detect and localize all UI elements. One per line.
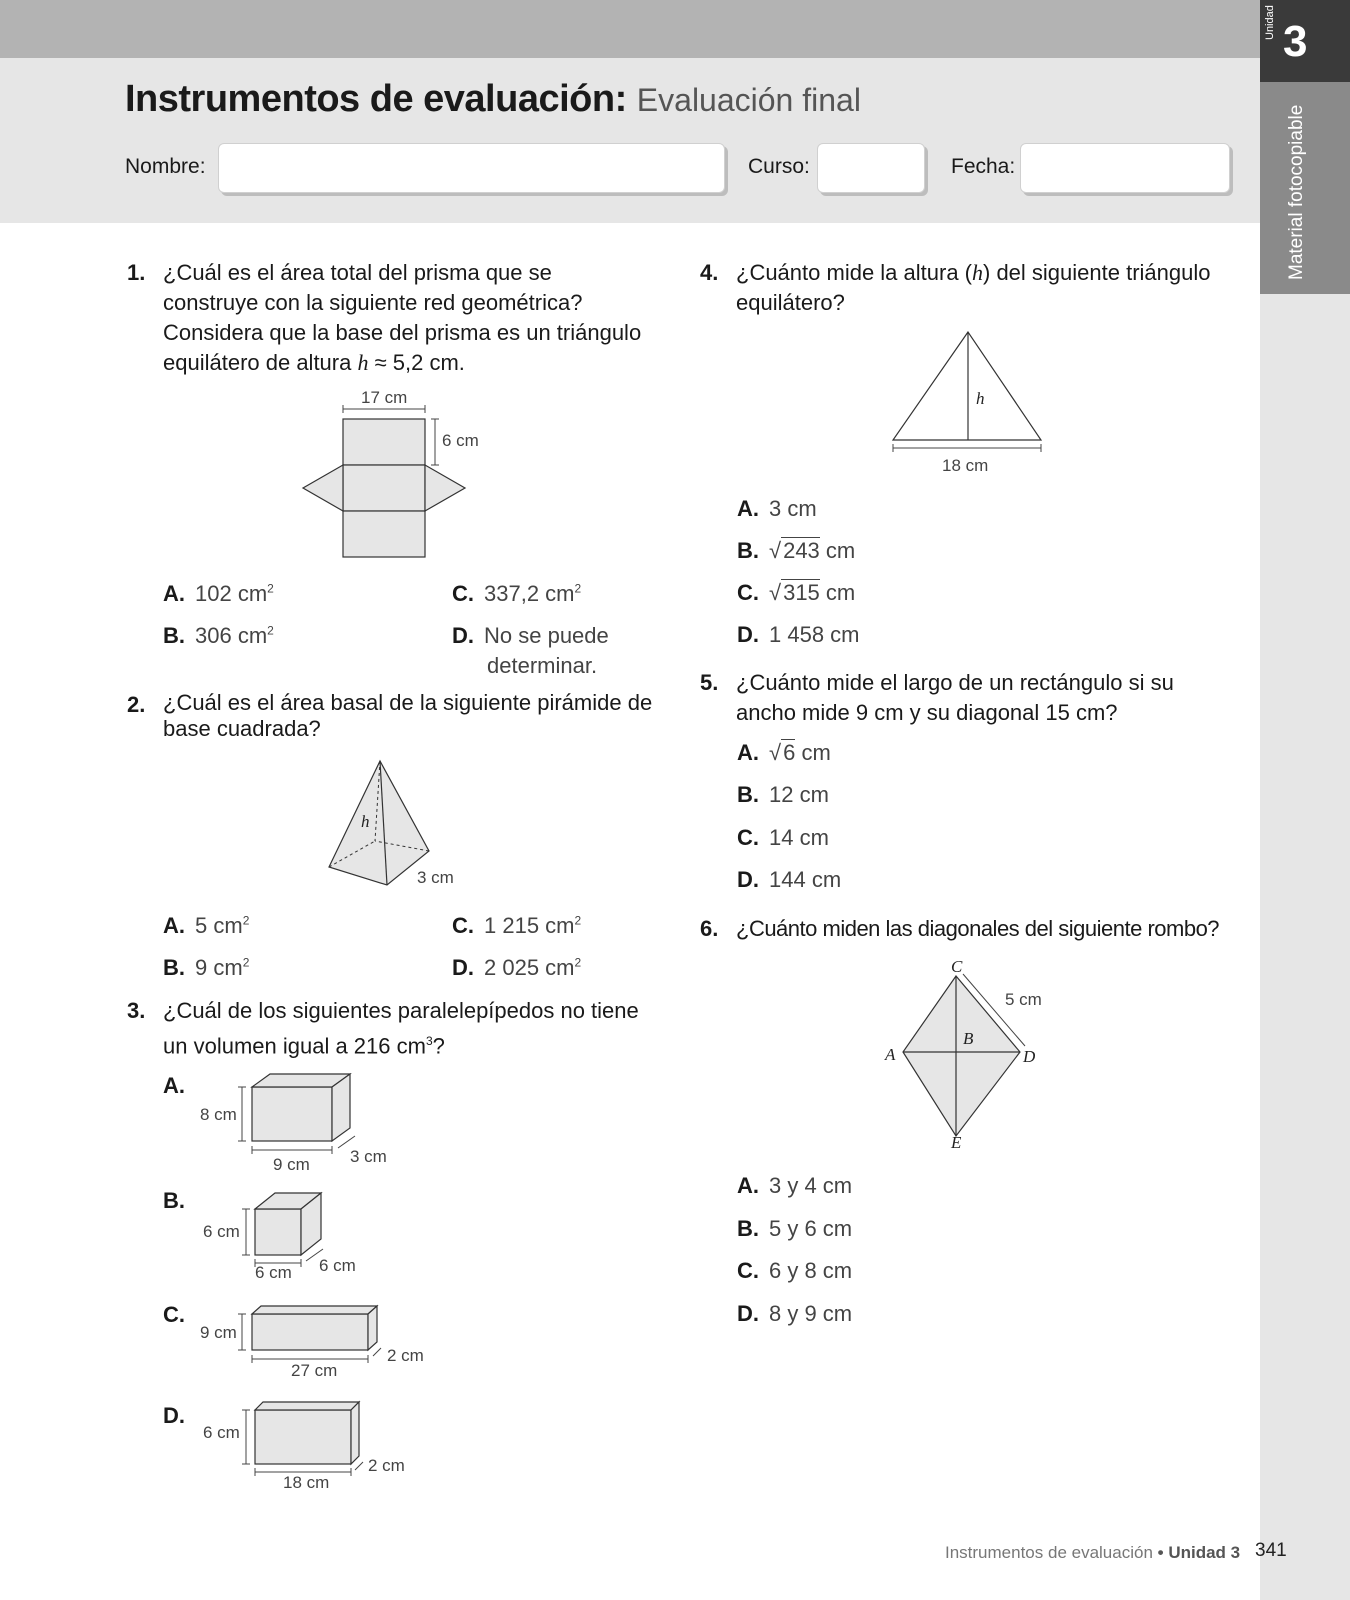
- net-height-label: 6 cm: [442, 431, 479, 450]
- question-number: 4.: [700, 260, 719, 285]
- curso-label: Curso:: [748, 155, 810, 178]
- net-width-label: 17 cm: [361, 388, 408, 407]
- question-number: 5.: [700, 670, 719, 695]
- box-a-depth: 3 cm: [350, 1147, 387, 1166]
- option-3d[interactable]: D.: [163, 1403, 185, 1428]
- box-b-height: 6 cm: [203, 1222, 240, 1241]
- triangle-h-label: h: [976, 389, 985, 408]
- box-d-width: 18 cm: [283, 1473, 330, 1492]
- page-number: 341: [1255, 1540, 1287, 1561]
- option-1c[interactable]: C. 337,2 $cm^2$: [452, 581, 582, 606]
- pyramid-side-label: 3 cm: [417, 868, 454, 887]
- box-b-depth: 6 cm: [319, 1256, 356, 1275]
- fecha-field[interactable]: [1020, 143, 1230, 193]
- option-1d[interactable]: D. No se puede determinar.: [452, 623, 609, 678]
- box-d-height: 6 cm: [203, 1423, 240, 1442]
- box-a-width: 9 cm: [273, 1155, 310, 1174]
- option-5b[interactable]: B. 12 cm: [737, 782, 829, 807]
- option-3a[interactable]: A.: [163, 1073, 185, 1098]
- option-2a[interactable]: A. 5 $cm^2$: [163, 913, 250, 938]
- box-b-width: 6 cm: [255, 1263, 292, 1282]
- question-text: [163, 996, 663, 1061]
- option-2c[interactable]: C. 1 215 $cm^2$: [452, 913, 582, 938]
- question-5-text: ¿Cuánto mide el largo de un rectángulo si su ancho mide 9 cm y su diagonal 15 cm?: [736, 670, 1174, 725]
- box-d-figure: [195, 1398, 455, 1498]
- h-variable: h: [972, 260, 983, 285]
- net-rect-bottom: [343, 511, 425, 557]
- question-4-text: ¿Cuánto mide la altura (: [736, 260, 972, 285]
- page-title: [125, 78, 861, 121]
- box-d-depth: 2 cm: [368, 1456, 405, 1475]
- triangle-figure: [887, 326, 1057, 478]
- option-1a[interactable]: A. 102 $cm^2$: [163, 581, 274, 606]
- rhombus-d-label: D: [1023, 1047, 1036, 1066]
- question-4-text-end: ) del siguiente triángulo equilátero?: [736, 260, 1211, 315]
- sidebar-text: Material fotocopiable: [1286, 104, 1307, 280]
- question-3-text: ¿Cuál de los siguientes paralelepípedos no tiene un volumen igual a 216 cm: [163, 998, 639, 1059]
- rhombus-e-label: E: [951, 1133, 962, 1152]
- prism-net-figure: [295, 383, 495, 563]
- net-triangle-right: [425, 465, 465, 511]
- question-number: 1.: [127, 260, 146, 285]
- box-c-figure: [195, 1298, 455, 1388]
- title-bold: Instrumentos de evaluación:: [125, 78, 627, 120]
- question-number: 2.: [127, 692, 146, 717]
- question-6-text: ¿Cuánto miden las diagonales del siguiente rombo?: [736, 916, 1220, 941]
- option-1b[interactable]: B. 306 $cm^2$: [163, 623, 274, 648]
- option-3b[interactable]: B.: [163, 1188, 185, 1213]
- footer-text: Instrumentos de evaluación: [945, 1543, 1153, 1562]
- option-4b[interactable]: B. √243 cm: [737, 538, 856, 563]
- option-6c[interactable]: C. 6 y 8 cm: [737, 1258, 853, 1283]
- rhombus-b-label: B: [963, 1029, 974, 1048]
- rhombus-figure: [875, 952, 1075, 1152]
- question-text: [736, 258, 1216, 318]
- unit-number: 3: [1283, 17, 1308, 66]
- unit-label: Unidad: [1264, 5, 1276, 40]
- question-3-text-end: ?: [432, 1033, 445, 1059]
- pyramid-h-label: h: [361, 812, 370, 831]
- box-a-figure: [195, 1070, 435, 1175]
- question-number: 3.: [127, 998, 146, 1023]
- box-a-height: 8 cm: [200, 1105, 237, 1124]
- rhombus-side-label: 5 cm: [1005, 990, 1042, 1009]
- option-2d[interactable]: D. 2 025 $cm^2$: [452, 955, 582, 980]
- question-number: 6.: [700, 916, 719, 941]
- box-c-height: 9 cm: [200, 1323, 237, 1342]
- box-c-width: 27 cm: [291, 1361, 338, 1380]
- net-triangle-left: [303, 465, 343, 511]
- nombre-field[interactable]: [218, 143, 725, 193]
- option-3c[interactable]: C.: [163, 1302, 185, 1327]
- box-c-depth: 2 cm: [387, 1346, 424, 1365]
- nombre-label: Nombre:: [125, 155, 206, 178]
- option-5a[interactable]: A. √6 cm: [737, 740, 831, 765]
- option-6b[interactable]: B. 5 y 6 cm: [737, 1216, 853, 1241]
- option-5d[interactable]: D. 144 cm: [737, 867, 842, 892]
- option-6a[interactable]: A. 3 y 4 cm: [737, 1173, 853, 1198]
- question-2-text: ¿Cuál es el área basal de la siguiente pirámide de base cuadrada?: [163, 690, 653, 741]
- triangle-base-label: 18 cm: [942, 456, 989, 475]
- rhombus-a-label: A: [885, 1045, 896, 1064]
- pyramid-figure: [325, 755, 475, 895]
- question-1-text-end: ≈ 5,2 cm.: [368, 350, 465, 375]
- question-text: [163, 258, 653, 378]
- option-2b[interactable]: B. 9 $cm^2$: [163, 955, 250, 980]
- box-b-figure: [195, 1187, 435, 1282]
- option-4a[interactable]: A. 3 cm: [737, 496, 817, 521]
- h-variable: h: [357, 350, 369, 375]
- option-5c[interactable]: C. 14 cm: [737, 825, 829, 850]
- footer-unit: Unidad 3: [1168, 1543, 1241, 1562]
- option-4c[interactable]: C. √315 cm: [737, 580, 856, 605]
- footer: [945, 1543, 1240, 1563]
- cube-superscript: 3: [425, 1034, 433, 1048]
- title-subtitle: Evaluación final: [636, 82, 861, 118]
- curso-field[interactable]: [817, 143, 925, 193]
- rhombus-c-label: C: [951, 957, 963, 976]
- question-1-text: ¿Cuál es el área total del prisma que se construye con la siguiente red geométrica? Considera que la base del prisma es un triángulo equilátero de altura: [163, 260, 642, 375]
- option-4d[interactable]: D. 1 458 cm: [737, 622, 860, 647]
- net-rect-middle: [343, 465, 425, 511]
- net-rect-top: [343, 419, 425, 465]
- option-6d[interactable]: D. 8 y 9 cm: [737, 1301, 853, 1326]
- fecha-label: Fecha:: [951, 155, 1016, 178]
- footer-separator: •: [1152, 1543, 1169, 1562]
